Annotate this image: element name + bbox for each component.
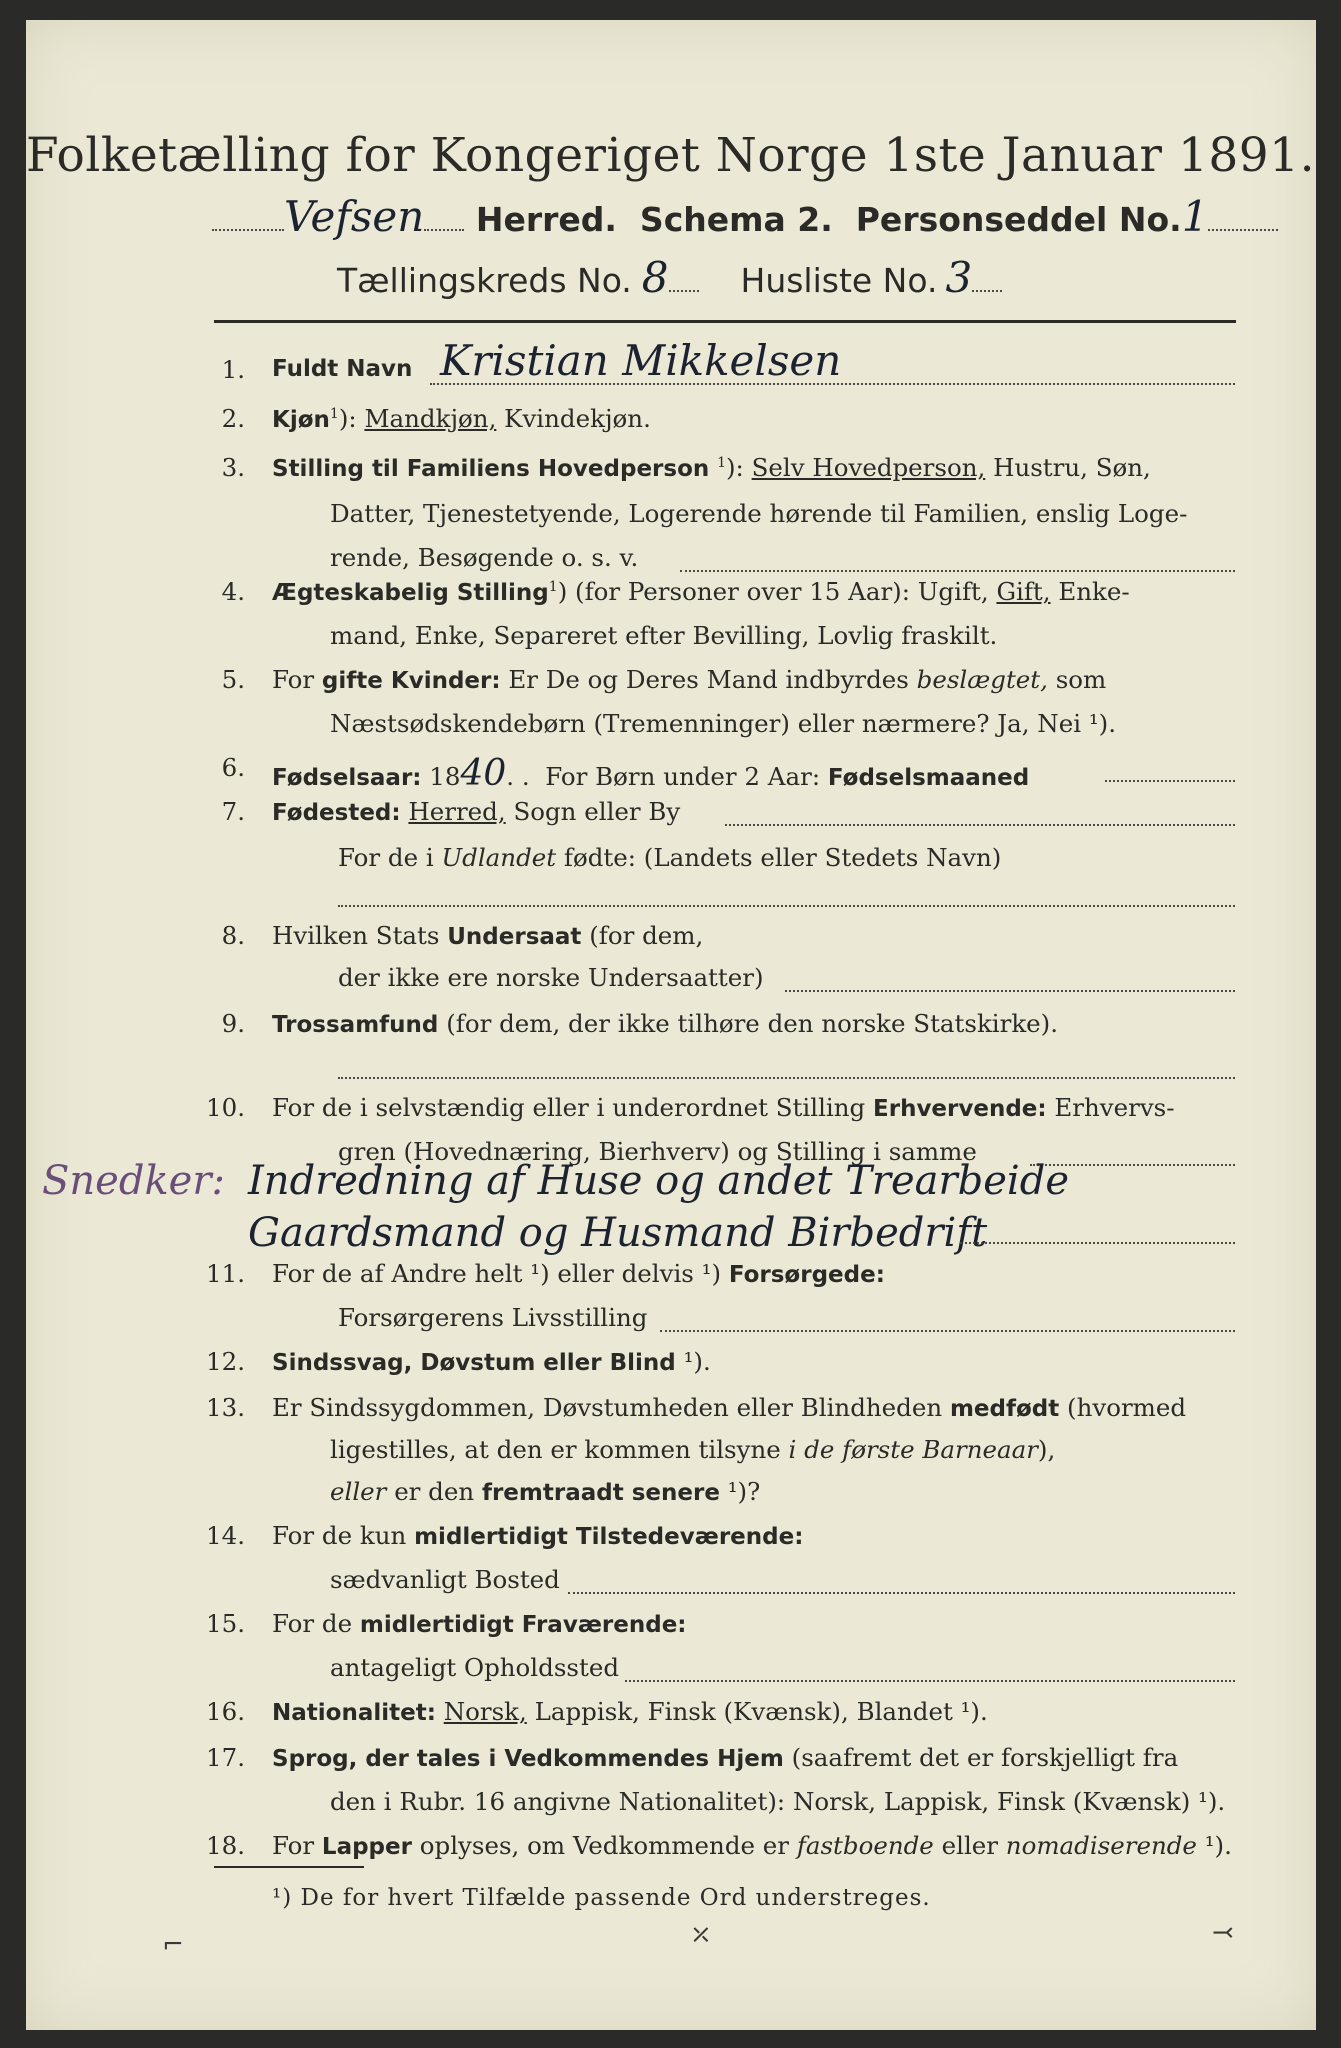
q3-label: Stilling til Familiens Hovedperson <box>272 456 710 483</box>
q6-number: 6. <box>221 753 245 782</box>
q8-label: Undersaat <box>447 924 582 950</box>
q6-dots <box>1105 780 1235 782</box>
header-rule <box>214 320 1236 323</box>
q6-label2: Fødselsmaaned <box>827 765 1030 791</box>
q1-number: 1. <box>221 355 245 384</box>
q8-rest: (for dem, <box>589 921 704 950</box>
q18-number: 18. <box>206 1831 245 1860</box>
q16-rest: Lappisk, Finsk (Kvænsk), Blandet ¹). <box>534 1697 988 1726</box>
footnote: ¹) De for hvert Tilfælde passende Ord understreges. <box>272 1885 931 1911</box>
q7-line3-dots <box>338 905 1235 907</box>
q15-line2-text: antageligt Opholdssted <box>330 1653 619 1682</box>
form-title: Folketælling for Kongeriget Norge 1ste Januar 1891. <box>25 128 1316 183</box>
q18-rest: oplyses, om Vedkommende er <box>419 1831 790 1860</box>
q15-dots <box>625 1680 1235 1682</box>
q16-number: 16. <box>206 1697 245 1726</box>
q13-line1-end: (hvormed <box>1067 1393 1187 1422</box>
q7-rest: Sogn eller By <box>513 797 681 826</box>
q12-label: Sindssvag, Døvstum eller Blind <box>272 1350 676 1376</box>
q4-line1-end: Enke- <box>1058 577 1130 607</box>
q4-label: Ægteskabelig Stilling <box>272 580 549 607</box>
footnote-rule <box>214 1866 364 1868</box>
header-line-herred <box>212 192 1278 241</box>
tick-mark-center: ⤫ <box>690 1920 712 1950</box>
q11-pre: For de af Andre helt ¹) eller delvis ¹) <box>272 1259 722 1288</box>
q2-sup: 1 <box>329 406 339 422</box>
q8-dots <box>785 990 1235 992</box>
q18-pre: For <box>272 1831 315 1860</box>
q13-pre: Er Sindssygdommen, Døvstumheden eller Blindheden <box>272 1393 943 1422</box>
q2-number: 2. <box>221 404 245 433</box>
q6-year-prefix: 18 <box>429 762 461 791</box>
q3-dots <box>680 570 1235 572</box>
q9-number: 9. <box>221 1009 245 1038</box>
q10-line1-end: Erhvervs- <box>1054 1093 1175 1122</box>
q4-opt-gift: Gift, <box>996 577 1051 607</box>
q2-opt-kvindekjon: Kvindekjøn. <box>504 404 651 434</box>
q5-line2-text: Næstsødskendebørn (Tremenninger) eller nærmere? Ja, Nei ¹). <box>330 709 1117 738</box>
q4-line1-rest: ) (for Personer over 15 Aar): Ugift, <box>557 577 989 607</box>
q11-label: Forsørgede: <box>728 1262 885 1288</box>
herred-label: Herred. <box>475 200 617 239</box>
kreds-label: Tællingskreds No. <box>337 261 632 300</box>
herred-value: Vefsen <box>284 192 425 241</box>
q9-rest: (for dem, der ikke tilhøre den norske Statskirke). <box>446 1009 1059 1038</box>
q1-name-value: Kristian Mikkelsen <box>440 336 842 385</box>
q10-pre: For de i selvstændig eller i underordnet Stilling <box>272 1093 866 1122</box>
q9-label: Trossamfund <box>272 1012 439 1038</box>
q10-line2-text: gren (Hovednæring, Bierhverv) og Stilling i samme <box>338 1137 977 1166</box>
q11-dots <box>660 1330 1235 1332</box>
q7-opt-herred: Herred, <box>408 797 506 826</box>
q7-number: 7. <box>221 797 245 826</box>
q6-label: Fødselsaar: <box>272 765 422 791</box>
q13-line2-pre: ligestilles, at den er kommen tilsyne <box>330 1435 781 1464</box>
q13-line3-bold: fremtraadt senere <box>481 1480 720 1506</box>
q13-label: medfødt <box>949 1396 1060 1422</box>
q12-rest: ¹). <box>683 1347 711 1376</box>
q13-line2-end: ), <box>1037 1435 1056 1464</box>
q14-number: 14. <box>206 1521 245 1550</box>
q5-pre: For <box>272 665 315 694</box>
herred-tail-dots <box>424 229 464 231</box>
q14-pre: For de kun <box>272 1521 407 1550</box>
husliste-dots <box>972 290 1002 292</box>
q4-line2-text: mand, Enke, Separeret efter Bevilling, Lovlig fraskilt. <box>330 621 998 650</box>
q3-opt-selv: Selv Hovedperson, <box>751 453 986 483</box>
q5-number: 5. <box>221 665 245 694</box>
herred-lead-dots <box>212 229 284 231</box>
q2-label: Kjøn <box>272 407 330 434</box>
q18-label: Lapper <box>321 1834 412 1860</box>
q7-line2-pre: For de i <box>338 843 434 872</box>
q7-dots <box>725 824 1235 826</box>
q6-rest: For Børn under 2 Aar: <box>545 762 821 791</box>
q16-label: Nationalitet: <box>272 1700 436 1726</box>
q17-line1-end: (saafremt det er forskjelligt fra <box>791 1743 1179 1772</box>
q5-italic: beslægtet, <box>916 665 1048 694</box>
q5-label: gifte Kvinder: <box>321 668 501 694</box>
q13-line3-pre: er den <box>394 1477 475 1506</box>
q3-line2-text: Datter, Tjenestetyende, Logerende hørende til Familien, enslig Loge- <box>330 499 1188 528</box>
q7-label: Fødested: <box>272 800 401 826</box>
personseddel-value: 1 <box>1181 192 1209 241</box>
kreds-value: 8 <box>641 253 669 302</box>
q15-pre: For de <box>272 1609 353 1638</box>
tick-mark-left: ⌐ <box>162 1930 184 1960</box>
q6-year-value: 40 <box>460 753 507 794</box>
q10-label: Erhvervende: <box>873 1096 1047 1122</box>
q5-line1-rest: Er De og Deres Mand indbyrdes <box>508 665 909 694</box>
q17-number: 17. <box>206 1743 245 1772</box>
tick-mark-right: ⤙ <box>1212 1918 1234 1948</box>
header-line-kreds <box>337 253 1002 302</box>
q12-number: 12. <box>206 1347 245 1376</box>
personseddel-dots <box>1208 229 1278 231</box>
q13-line3-end: ¹)? <box>727 1477 761 1506</box>
q15-label: midlertidigt Fraværende: <box>359 1612 687 1638</box>
q3-rest: ): <box>725 453 744 483</box>
q2-rest: ): <box>338 404 357 434</box>
q3-number: 3. <box>221 453 245 482</box>
q16-opt-norsk: Norsk, <box>443 1697 527 1726</box>
kreds-dots <box>669 290 699 292</box>
q8-pre: Hvilken Stats <box>272 921 440 950</box>
q18-italic2: nomadiserende <box>1005 1831 1197 1860</box>
q14-line2-text: sædvanligt Bosted <box>330 1565 560 1594</box>
q11-line2-text: Forsørgerens Livsstilling <box>338 1303 648 1332</box>
q10-answer-line1: Indredning af Huse og andet Trearbeide <box>248 1158 1069 1204</box>
q10-number: 10. <box>206 1093 245 1122</box>
q18-italic1: fastboende <box>796 1831 934 1860</box>
q9-line2-dots <box>338 1077 1235 1079</box>
q1-dots <box>430 383 1235 385</box>
q7-line2-rest: fødte: (Landets eller Stedets Navn) <box>563 843 1002 872</box>
q10-answer-line2: Gaardsmand og Husmand Birbedrift <box>248 1210 988 1256</box>
q5-line1-end: som <box>1055 665 1107 694</box>
q13-line3-italic: eller <box>330 1477 387 1506</box>
q17-line2-text: den i Rubr. 16 angivne Nationalitet): Norsk, Lappisk, Finsk (Kvænsk) ¹). <box>330 1787 1226 1816</box>
q8-line2-text: der ikke ere norske Undersaatter) <box>338 963 764 992</box>
q7-line2-italic: Udlandet <box>441 843 557 872</box>
schema-label: Schema 2. <box>639 200 833 239</box>
q18-end: ¹). <box>1204 1831 1232 1860</box>
q15-number: 15. <box>206 1609 245 1638</box>
q8-number: 8. <box>221 921 245 950</box>
q10-answer2-dots <box>960 1242 1235 1244</box>
q14-label: midlertidigt Tilstedeværende: <box>414 1524 804 1550</box>
q11-number: 11. <box>206 1259 245 1288</box>
q14-dots <box>568 1592 1235 1594</box>
husliste-value: 3 <box>945 253 973 302</box>
personseddel-label: Personseddel No. <box>855 200 1182 239</box>
q13-line2-italic: i de første Barneaar <box>788 1435 1038 1464</box>
q10-margin-note: Snedker: <box>42 1158 225 1204</box>
q3-line1-rest: Hustru, Søn, <box>993 453 1151 483</box>
q13-number: 13. <box>206 1393 245 1422</box>
q4-number: 4. <box>221 577 245 606</box>
q17-label: Sprog, der tales i Vedkommendes Hjem <box>272 1746 784 1772</box>
q2-opt-mandkjon: Mandkjøn, <box>364 404 497 434</box>
husliste-label: Husliste No. <box>740 261 938 300</box>
q1-label: Fuldt Navn <box>272 356 413 382</box>
q3-line3-text: rende, Besøgende o. s. v. <box>330 543 639 572</box>
q18-mid: eller <box>941 1831 998 1860</box>
